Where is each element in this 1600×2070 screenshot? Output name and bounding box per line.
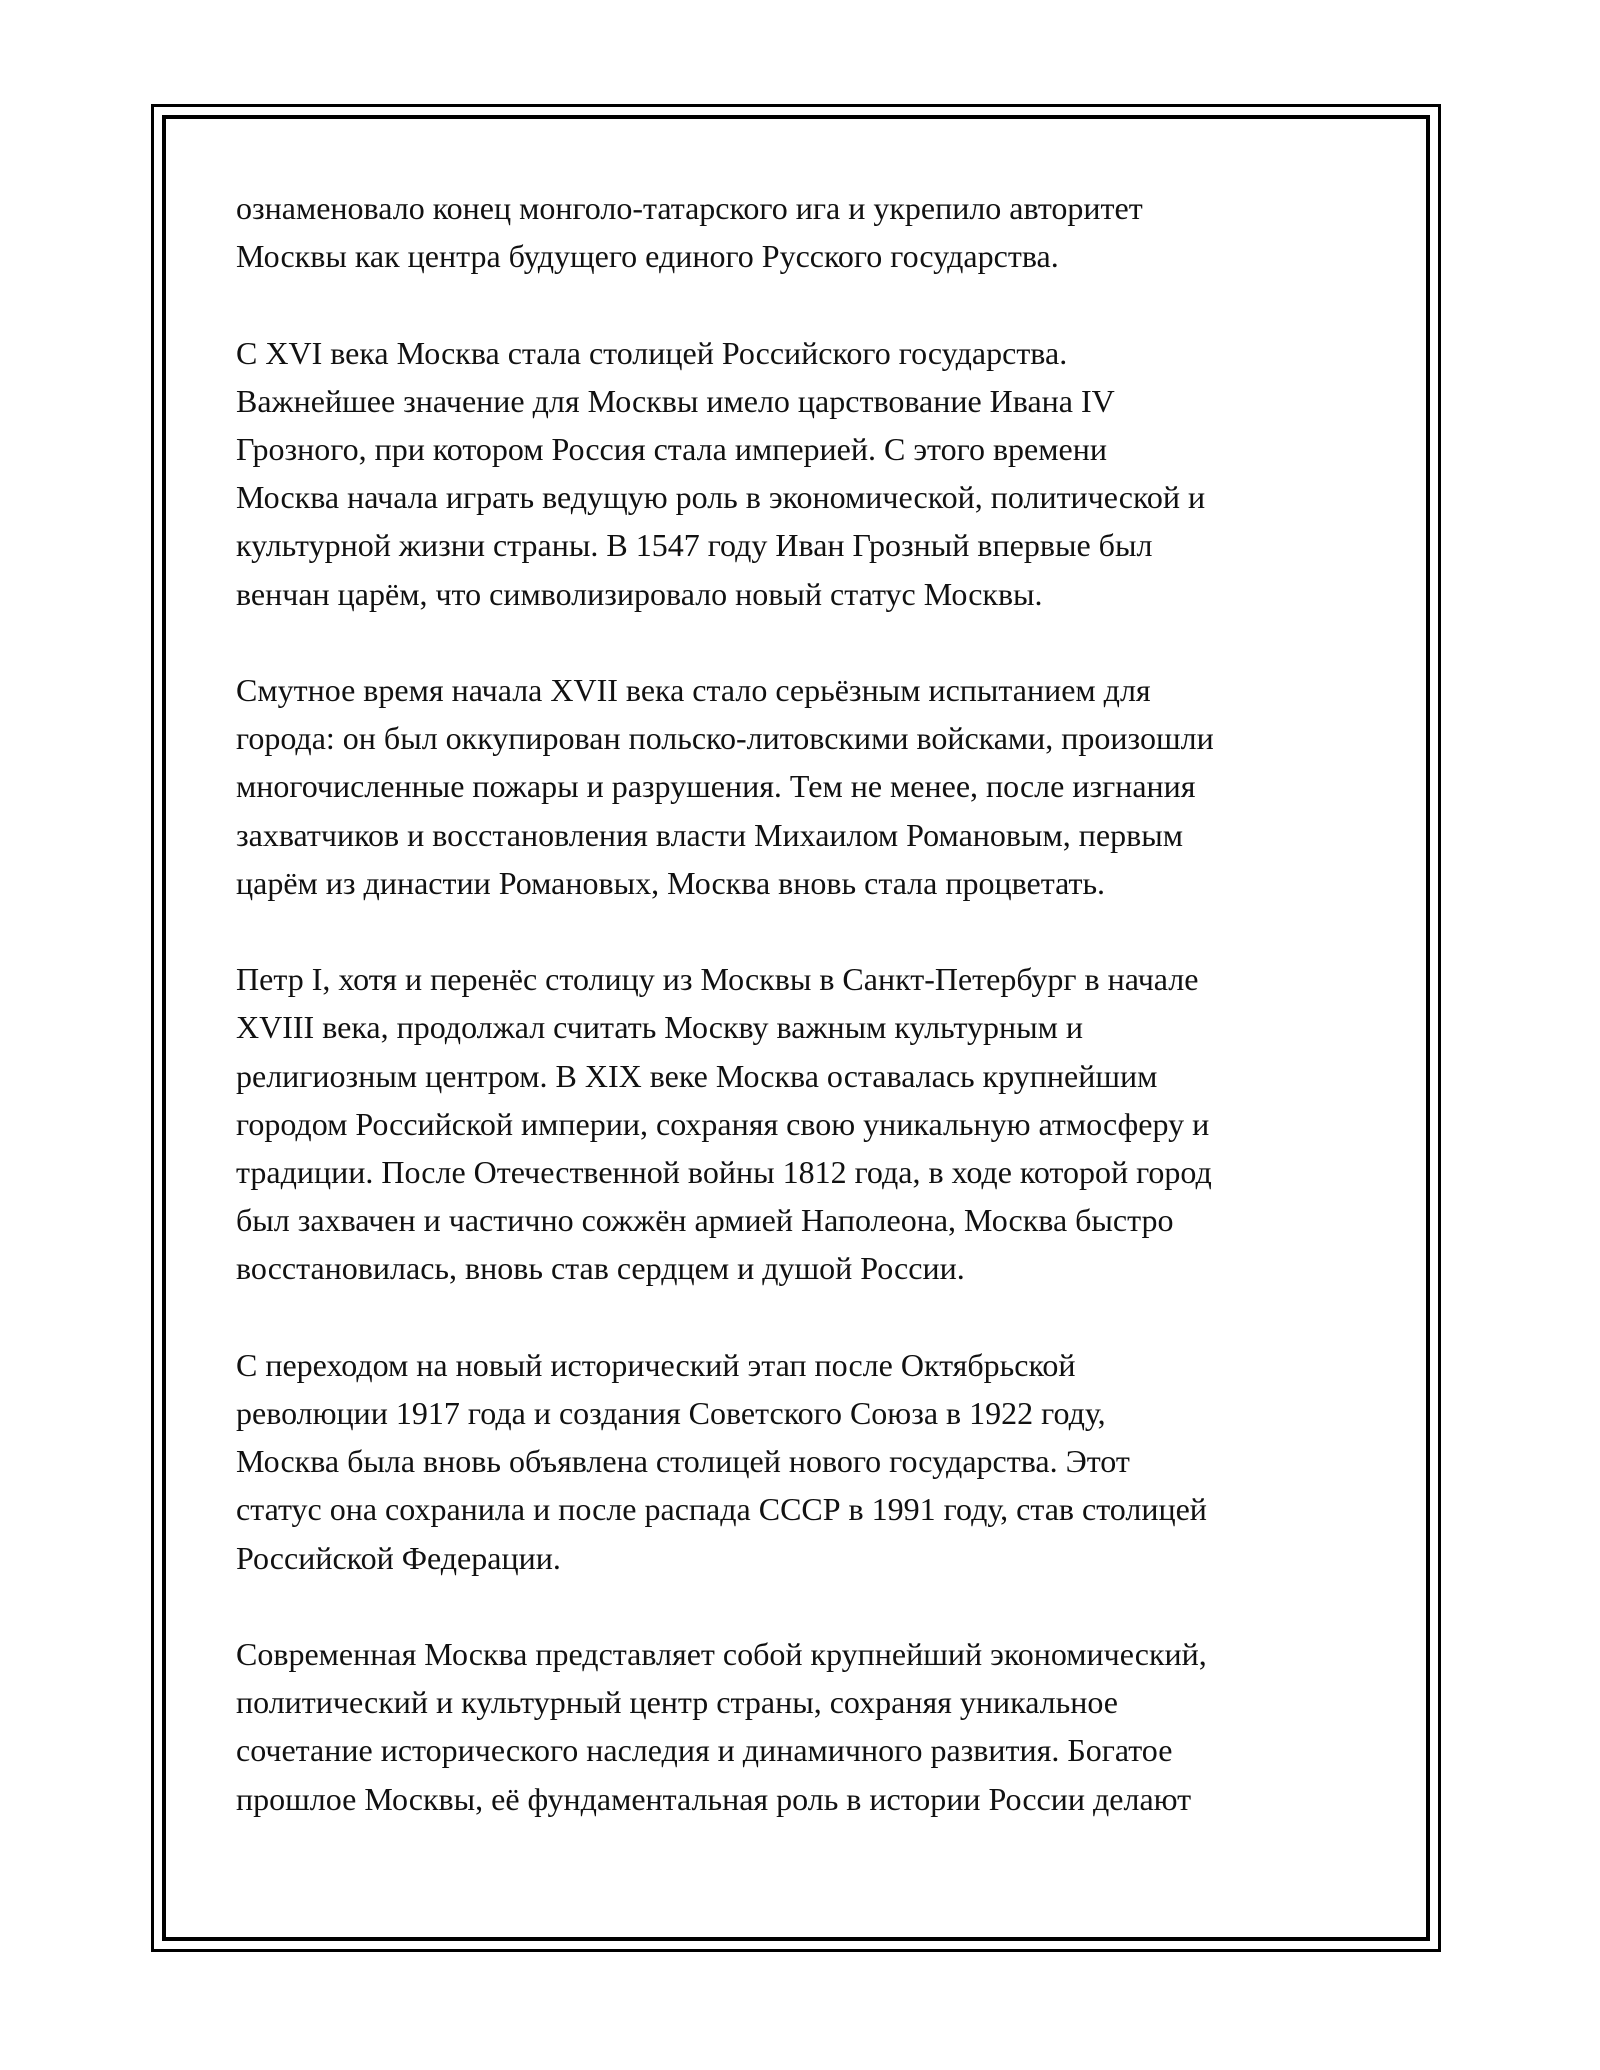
text-line: был захвачен и частично сожжён армией Наполеона, Москва быстро: [236, 1202, 1174, 1239]
text-line: прошлое Москвы, её фундаментальная роль в истории России делают: [236, 1780, 1192, 1817]
text-line: религиозным центром. В XIX веке Москва оставалась крупнейшим: [236, 1057, 1158, 1094]
paragraph-2: [236, 329, 1376, 618]
text-line: Москвы как центра будущего единого Русского государства.: [236, 238, 1059, 275]
text-line: революции 1917 года и создания Советского Союза в 1922 году,: [236, 1395, 1106, 1432]
text-line: захватчиков и восстановления власти Михаилом Романовым, первым: [236, 816, 1183, 853]
paragraph-3: [236, 666, 1376, 907]
text-line: Москва начала играть ведущую роль в экономической, политической и: [236, 479, 1206, 516]
paragraph-4: [236, 955, 1376, 1292]
paragraph-5: [236, 1341, 1376, 1582]
text-line: Грозного, при котором Россия стала империей. С этого времени: [236, 431, 1107, 467]
text-line: политический и культурный центр страны, сохраняя уникальное: [236, 1684, 1118, 1721]
text-line: сочетание исторического наследия и динамичного развития. Богатое: [236, 1732, 1173, 1769]
document-body: [236, 184, 1376, 1871]
text-line: XVIII века, продолжал считать Москву важным культурным и: [236, 1009, 1083, 1046]
text-line: С XVI века Москва стала столицей Российского государства.: [236, 334, 1068, 371]
text-line: города: он был оккупирован польско-литовскими войсками, произошли: [236, 720, 1214, 757]
text-line: статус она сохранила и после распада СССР в 1991 году, став столицей: [236, 1491, 1207, 1528]
text-line: Российской Федерации.: [236, 1539, 561, 1576]
text-line: восстановилась, вновь став сердцем и душой России.: [236, 1250, 965, 1287]
text-line: культурной жизни страны. В 1547 году Иван Грозный впервые был: [236, 527, 1153, 564]
text-line: ознаменовало конец монголо-татарского ига и укрепило авторитет: [236, 190, 1143, 226]
text-line: Петр I, хотя и перенёс столицу из Москвы в Санкт-Петербург в начале: [236, 961, 1199, 998]
paragraph-1: [236, 184, 1376, 280]
text-line: Москва была вновь объявлена столицей нового государства. Этот: [236, 1443, 1130, 1480]
text-line: городом Российской империи, сохраняя свою уникальную атмосферу и: [236, 1105, 1210, 1142]
text-line: царём из династии Романовых, Москва вновь стала процветать.: [236, 864, 1106, 901]
text-line: венчан царём, что символизировало новый статус Москвы.: [236, 575, 1043, 612]
text-line: традиции. После Отечественной войны 1812 года, в ходе которой город: [236, 1154, 1212, 1191]
text-line: Современная Москва представляет собой крупнейший экономический,: [236, 1636, 1207, 1673]
text-line: С переходом на новый исторический этап после Октябрьской: [236, 1346, 1076, 1383]
text-line: Смутное время начала XVII века стало серьёзным испытанием для: [236, 672, 1151, 708]
text-line: многочисленные пожары и разрушения. Тем не менее, после изгнания: [236, 768, 1196, 805]
text-line: Важнейшее значение для Москвы имело царствование Ивана IV: [236, 382, 1115, 419]
paragraph-6: [236, 1630, 1376, 1823]
